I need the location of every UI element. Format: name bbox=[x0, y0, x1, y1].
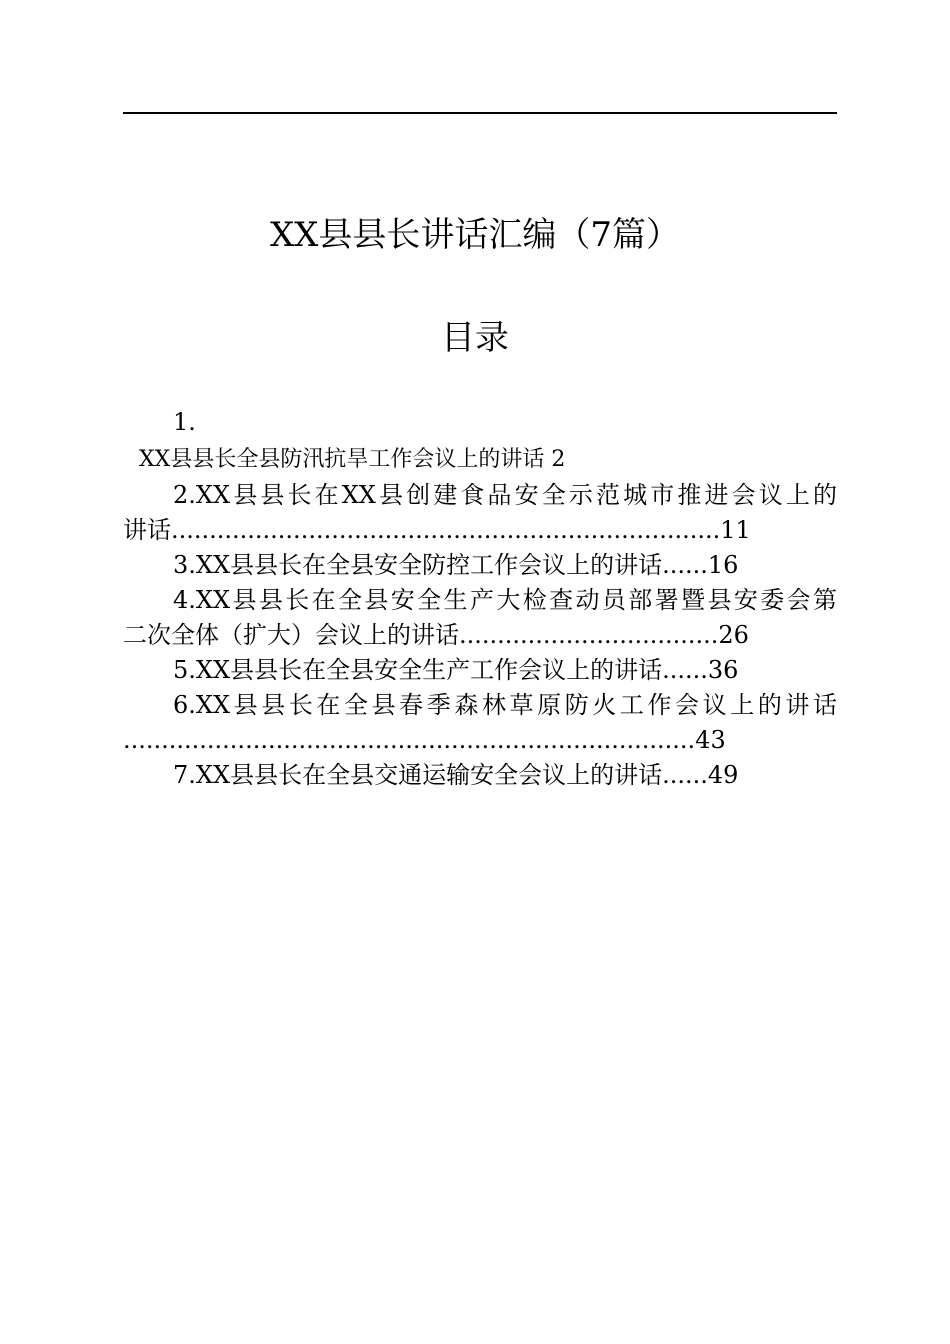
toc-line-3[interactable]: 3.XX县县长在全县安全防控工作会议上的讲话......16 bbox=[173, 551, 739, 579]
header-rule bbox=[123, 112, 837, 114]
toc-line-6a[interactable]: 6.XX县县长在全县春季森林草原防火工作会议上的讲话 bbox=[173, 691, 837, 719]
toc-line-7[interactable]: 7.XX县县长在全县交通运输安全会议上的讲话......49 bbox=[173, 761, 739, 789]
toc-heading: 目录 bbox=[441, 318, 509, 358]
toc-line-4a[interactable]: 4.XX县县长在全县安全生产大检查动员部署暨县安委会第 bbox=[173, 586, 837, 614]
toc-line-1b[interactable]: XX县县长全县防汛抗旱工作会议上的讲话 2 bbox=[139, 447, 566, 472]
document-title: XX县县长讲话汇编（7篇） bbox=[269, 215, 681, 255]
toc-line-5[interactable]: 5.XX县县长在全县安全生产工作会议上的讲话......36 bbox=[173, 656, 739, 684]
toc-line-2a[interactable]: 2.XX县县长在XX县创建食品安全示范城市推进会议上的 bbox=[173, 481, 837, 509]
toc-line-4b[interactable]: 二次全体（扩大）会议上的讲话..................................26 bbox=[123, 621, 749, 649]
toc-line-6b[interactable]: ...........................................................................43 bbox=[123, 726, 726, 754]
toc-line-1a[interactable]: 1. bbox=[173, 408, 196, 436]
toc-line-2b[interactable]: 讲话........................................................................11 bbox=[123, 516, 751, 544]
